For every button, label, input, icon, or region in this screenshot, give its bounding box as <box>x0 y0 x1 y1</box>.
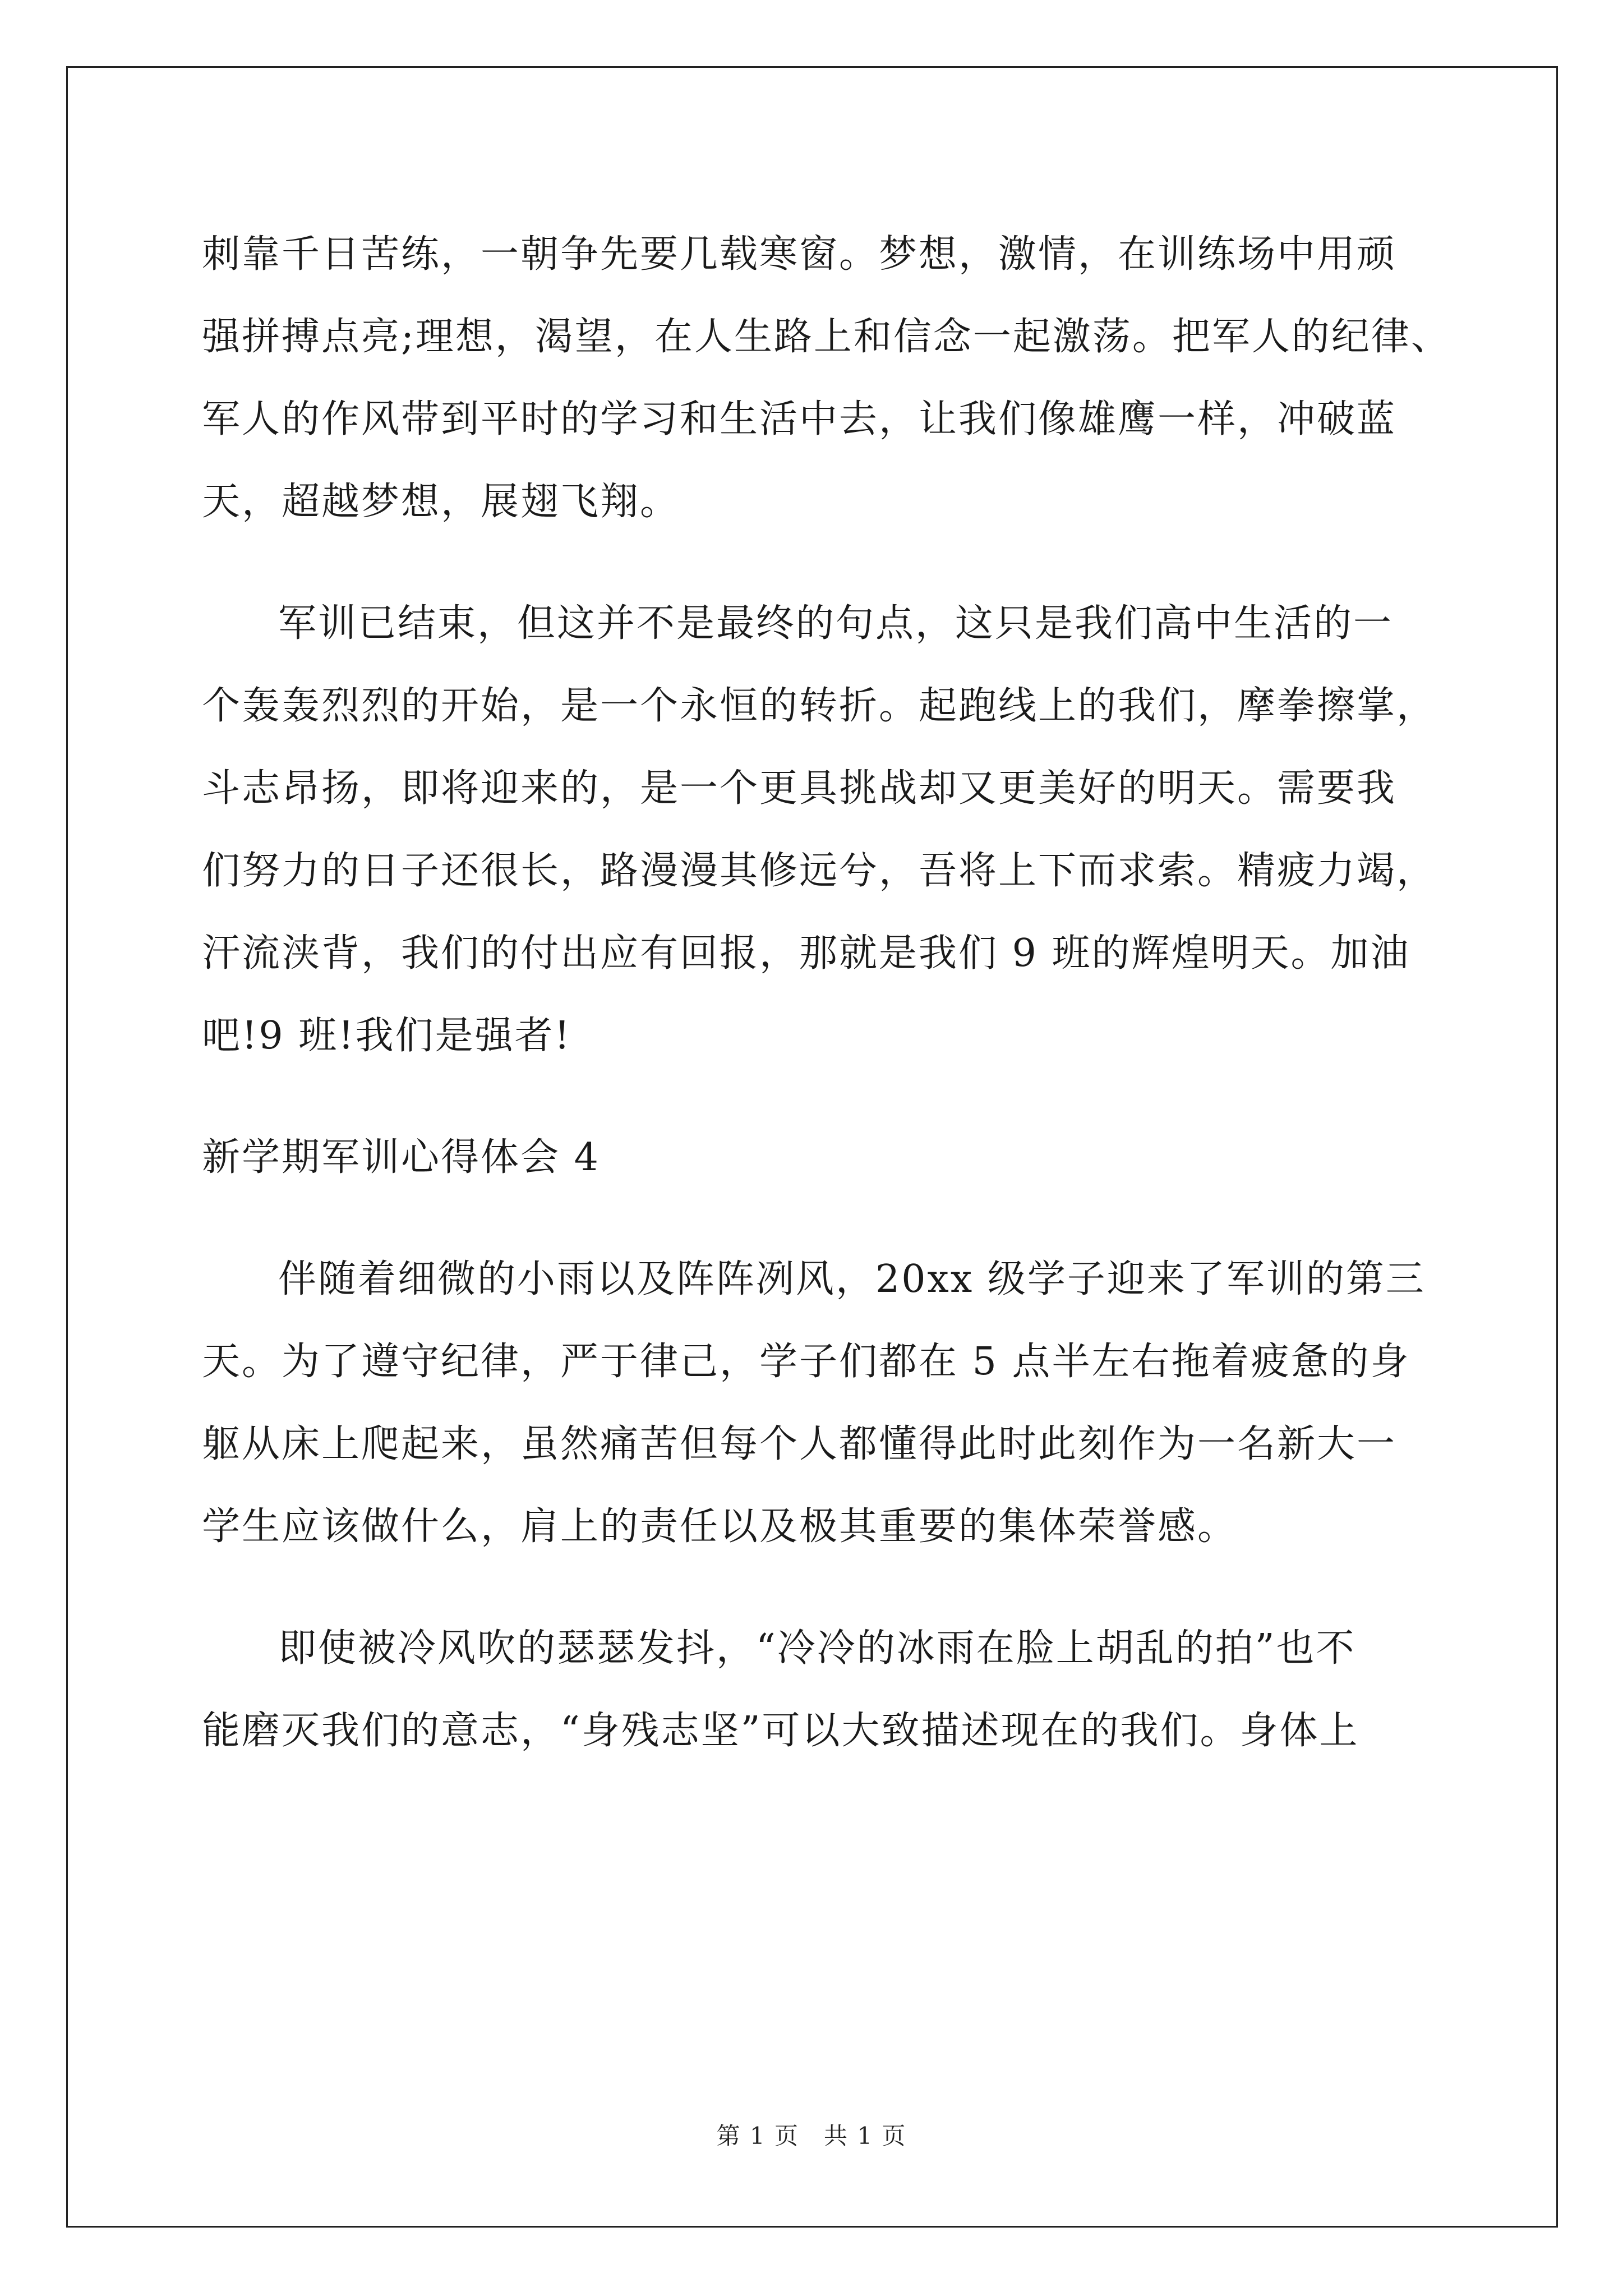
text-line: 吧!9 班!我们是强者! <box>202 1014 571 1058</box>
page-number-footer: 第 1 页 共 1 页 <box>716 2122 907 2150</box>
text-line: 强拼搏点亮;理想，渴望，在人生路上和信念一起激荡。把军人的纪律、 <box>202 315 1451 359</box>
text-line: 个轰轰烈烈的开始，是一个永恒的转折。起跑线上的我们，摩拳擦掌， <box>202 684 1437 728</box>
text-line: 天，超越梦想，展翅飞翔。 <box>202 480 680 524</box>
text-line: 学生应该做什么，肩上的责任以及极其重要的集体荣誉感。 <box>202 1504 1238 1549</box>
text-line: 军人的作风带到平时的学习和生活中去，让我们像雄鹰一样，冲破蓝 <box>202 397 1397 441</box>
text-line: 汗流浃背，我们的付出应有回报，那就是我们 9 班的辉煌明天。加油 <box>202 931 1410 976</box>
text-line: 能磨灭我们的意志，“身残志坚”可以大致描述现在的我们。身体上 <box>202 1709 1359 1753</box>
text-line: 躯从床上爬起来，虽然痛苦但每个人都懂得此时此刻作为一名新大一 <box>202 1422 1397 1466</box>
document-body <box>202 213 1492 1772</box>
section-heading: 新学期军训心得体会 4 <box>202 1135 600 1180</box>
text-line: 即使被冷风吹的瑟瑟发抖，“冷冷的冰雨在脸上胡乱的拍”也不 <box>278 1626 1356 1671</box>
text-line: 刺靠千日苦练，一朝争先要几载寒窗。梦想，激情，在训练场中用顽 <box>202 232 1397 277</box>
text-line: 天。为了遵守纪律，严于律己，学子们都在 5 点半左右拖着疲惫的身 <box>202 1340 1410 1384</box>
text-line: 斗志昂扬，即将迎来的，是一个更具挑战却又更美好的明天。需要我 <box>202 766 1397 811</box>
text-line: 伴随着细微的小雨以及阵阵冽风，20xx 级学子迎来了军训的第三 <box>278 1257 1426 1301</box>
text-line: 军训已结束，但这并不是最终的句点，这只是我们高中生活的一 <box>278 601 1394 646</box>
text-line: 们努力的日子还很长，路漫漫其修远兮，吾将上下而求索。精疲力竭， <box>202 849 1437 893</box>
